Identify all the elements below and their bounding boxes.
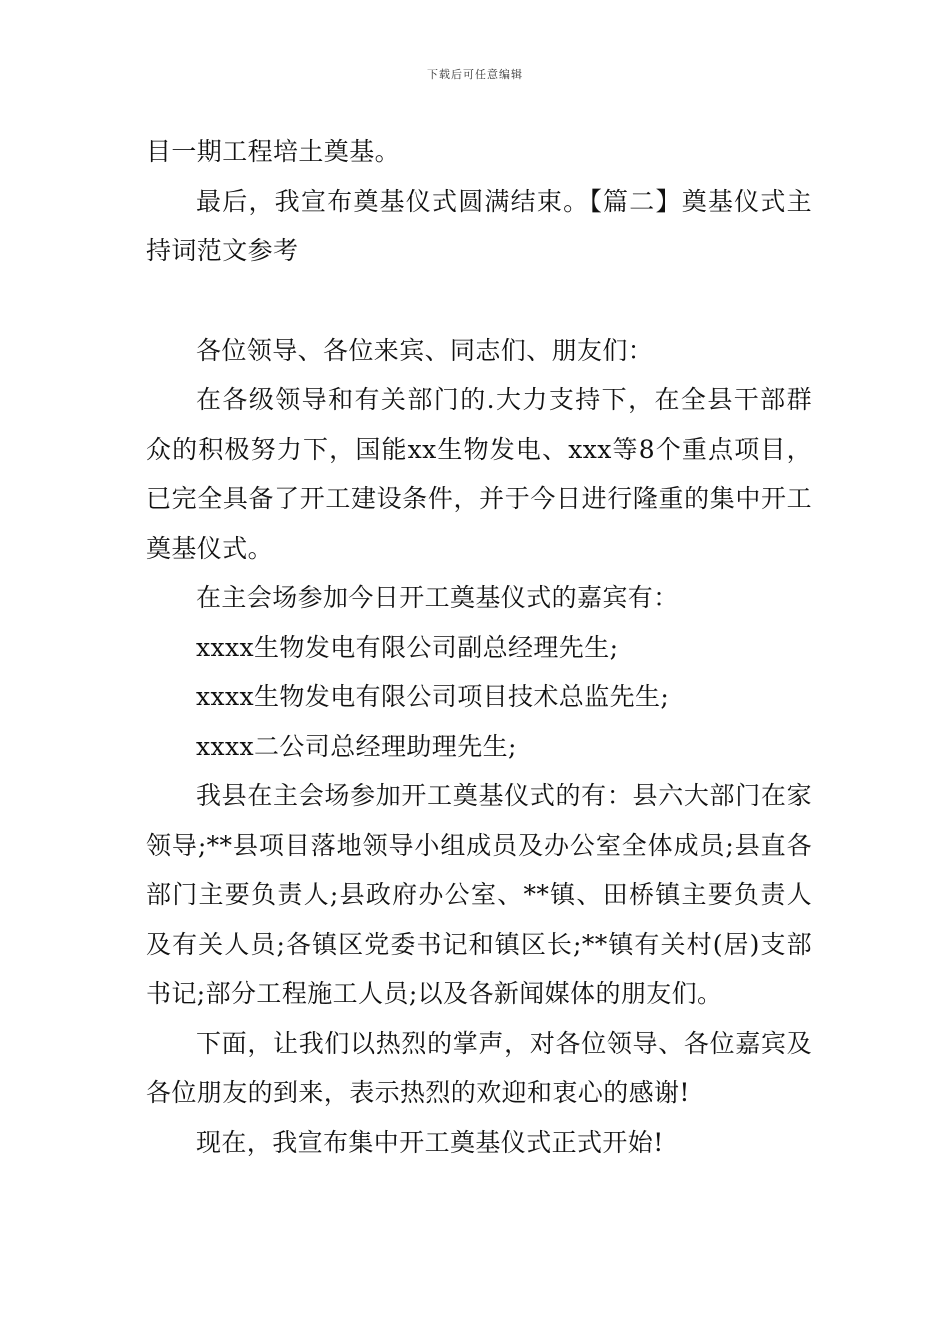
paragraph-continuation: 目一期工程培土奠基。 xyxy=(146,137,401,166)
paragraph-guests-intro: 在主会场参加今日开工奠基仪式的嘉宾有： xyxy=(196,583,679,612)
paragraph-guest-1: xxxx生物发电有限公司副总经理先生; xyxy=(196,632,619,662)
paragraph-guest-3: xxxx二公司总经理助理先生; xyxy=(196,731,517,761)
page-header-note: 下载后可任意编辑 xyxy=(427,68,523,81)
section-spacer xyxy=(146,276,812,326)
paragraph-greeting: 各位领导、各位来宾、同志们、朋友们： xyxy=(196,335,654,365)
paragraph-welcome: 下面，让我们以热烈的掌声，对各位领导、各位嘉宾及各位朋友的到来，表示热烈的欢迎和衷心的感谢! xyxy=(146,1028,812,1107)
document-body xyxy=(146,127,812,1167)
paragraph-opening: 现在，我宣布集中开工奠基仪式正式开始! xyxy=(196,1127,664,1157)
paragraph-introduction: 在各级领导和有关部门的.大力支持下，在全县干部群众的积极努力下，国能xx生物发电、xxx等8个重点项目，已完全具备了开工建设条件，并于今日进行隆重的集中开工奠基仪式。 xyxy=(146,385,812,563)
paragraph-county-attendees: 我县在主会场参加开工奠基仪式的有：县六大部门在家领导;**县项目落地领导小组成员及办公室全体成员;县直各部门主要负责人;县政府办公室、**镇、田桥镇主要负责人及有关人员;各镇区党委书记和镇区长;**镇有关村(居)支部书记;部分工程施工人员;以及各新闻媒体的朋友们。 xyxy=(146,781,812,1008)
paragraph-guest-2: xxxx生物发电有限公司项目技术总监先生; xyxy=(196,682,670,711)
paragraph-closing-and-section-title: 最后，我宣布奠基仪式圆满结束。【篇二】奠基仪式主持词范文参考 xyxy=(146,186,812,265)
